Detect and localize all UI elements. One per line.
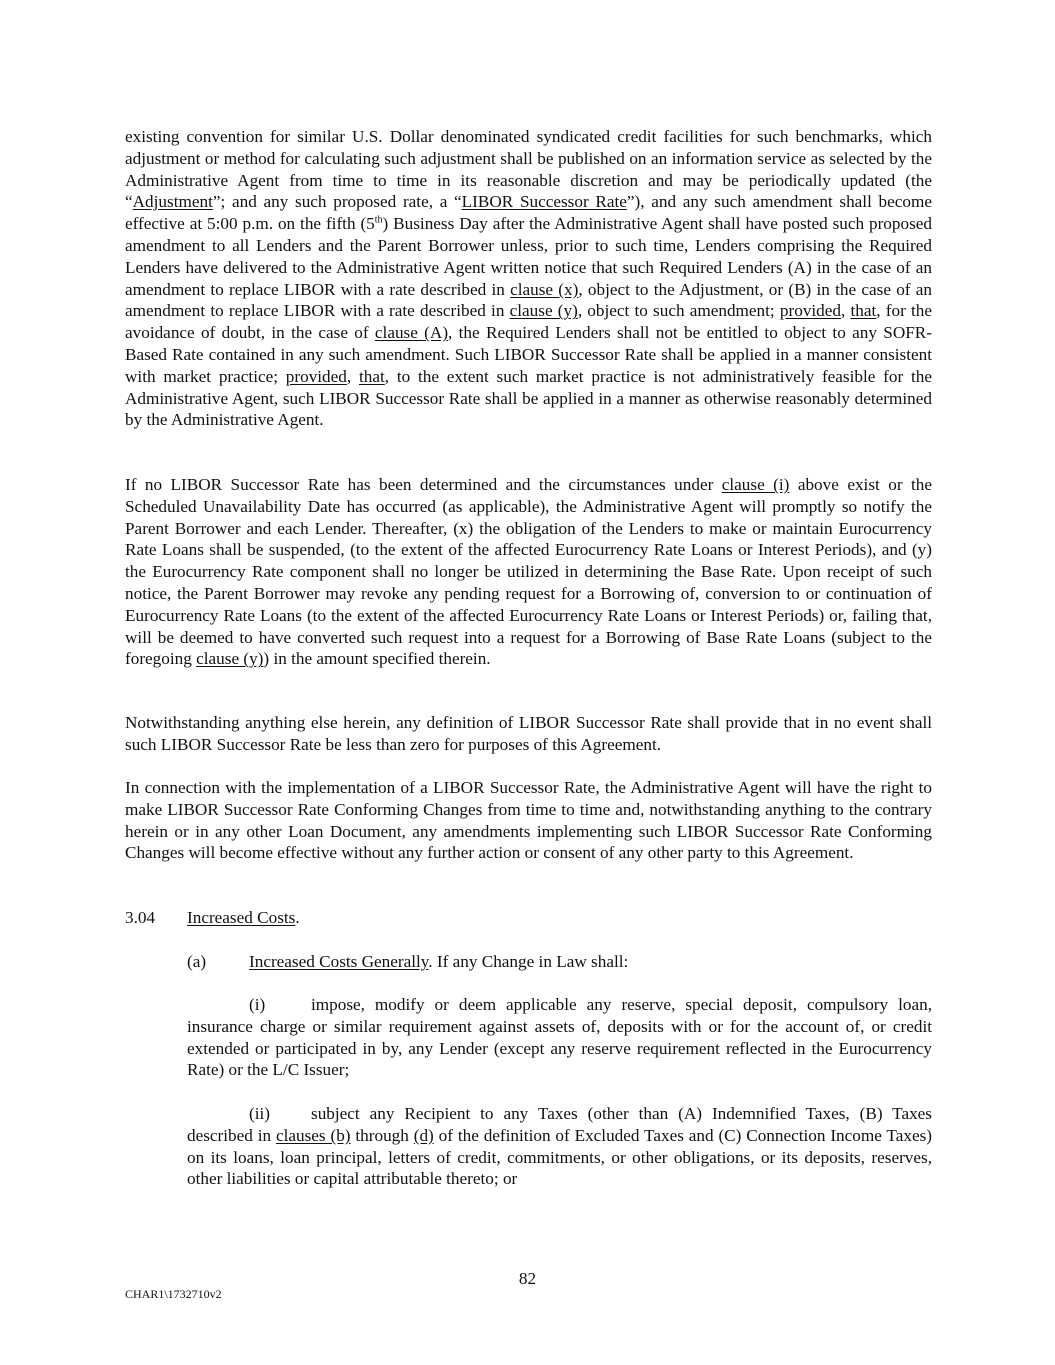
subsection-rest: . If any Change in Law shall: bbox=[428, 952, 629, 971]
text-run: , object to the Adjustment, or (B) in the case of an amendment to replace LIBOR with a rate described in bbox=[125, 279, 932, 321]
underlined-term: clause (y) bbox=[196, 649, 264, 669]
underlined-term: clause (x) bbox=[510, 279, 579, 299]
text-run: If no LIBOR Successor Rate has been determined and the circumstances under bbox=[125, 475, 722, 494]
text-run: impose, modify or deem applicable any reserve, special deposit, compulsory loan, insurance charge or similar requirement against assets of, deposits with or for the account of, or credit extended or participated in by, any Lender (except any reserve requirement reflected in the Eurocurrency Rate) or the L/C Issuer; bbox=[187, 995, 932, 1080]
text-run: ”; and any such proposed rate, a “ bbox=[212, 192, 462, 212]
text-run: ”), and any such amendment shall become effective at 5:00 p.m. on the fifth (5 bbox=[125, 192, 932, 234]
text-run: ) in the amount specified therein. bbox=[263, 649, 491, 669]
text-run: existing convention for similar U.S. Dollar denominated syndicated credit facilities for such benchmarks, which adjustment or method for calculating such adjustment shall be published on an information service as selected by the Administrative Agent from time to time in its reasonable discretion and may be periodically updated (the “ bbox=[125, 127, 932, 212]
text-run: (ii) bbox=[249, 1104, 270, 1123]
underlined-term: clause (y) bbox=[509, 301, 578, 321]
page-number: 82 bbox=[518, 1269, 537, 1288]
paragraph-no-successor-rate bbox=[125, 474, 932, 670]
section-number: 3.04 bbox=[125, 908, 156, 927]
section-title-suffix: . bbox=[295, 908, 300, 927]
section-title-wrap bbox=[187, 907, 300, 929]
text-run: through bbox=[350, 1125, 414, 1145]
clause-i bbox=[187, 994, 932, 1081]
underlined-term: clause (A) bbox=[374, 323, 449, 343]
subsection-number: (a) bbox=[187, 952, 207, 971]
text-run: , object to such amendment; bbox=[577, 301, 780, 321]
text-run: th bbox=[374, 214, 383, 226]
underlined-term: Adjustment bbox=[132, 192, 213, 212]
underlined-term: clauses (b) bbox=[275, 1125, 351, 1145]
underlined-term: provided bbox=[779, 301, 842, 321]
document-id: CHAR1\1732710v2 bbox=[125, 1287, 222, 1301]
text-run: In connection with the implementation of a LIBOR Successor Rate, the Administrative Agent will have the right to make LIBOR Successor Rate Conforming Changes from time to time and, notwithstanding anything to the contrary herein or in any other Loan Document, any amendments implementing such LIBOR Successor Rate Conforming Changes will become effective without any further action or consent of any other party to this Agreement. bbox=[125, 778, 932, 863]
text-run: of the definition of Excluded Taxes and (C) Connection Income Taxes) on its loans, loan principal, letters of credit, commitments, or other obligations, or its deposits, reserves, other liabilities or capital attributable thereto; or bbox=[187, 1125, 932, 1189]
underlined-term: (d) bbox=[413, 1125, 434, 1145]
underlined-term: LIBOR Successor Rate bbox=[461, 192, 627, 212]
text-run: (i) bbox=[249, 995, 266, 1014]
text-run: , to the extent such market practice is not administratively feasible for the Administrative Agent, such LIBOR Successor Rate shall be applied in a manner as otherwise reasonably determined by the Administrative Agent. bbox=[125, 366, 932, 430]
underlined-term: that bbox=[850, 301, 877, 321]
text-run: Notwithstanding anything else herein, any definition of LIBOR Successor Rate shall provide that in no event shall such LIBOR Successor Rate be less than zero for purposes of this Agreement. bbox=[125, 713, 932, 754]
underlined-term: that bbox=[358, 366, 385, 386]
subsection-title: Increased Costs Generally bbox=[249, 952, 429, 971]
underlined-term: clause (i) bbox=[721, 475, 790, 494]
text-run: , bbox=[841, 301, 851, 321]
clause-ii bbox=[187, 1103, 932, 1190]
text-run: above exist or the Scheduled Unavailability Date has occurred (as applicable), the Administrative Agent will promptly so notify the Parent Borrower and each Lender. Thereafter, (x) the obligation of the Lenders to make or maintain Eurocurrency Rate Loans shall be suspended, (to the extent of the affected Eurocurrency Rate Loans or Interest Periods), and (y) the Eurocurrency Rate component shall no longer be utilized in determining the Base Rate. Upon receipt of such notice, the Parent Borrower may revoke any pending request for a Borrowing of, conversion to or continuation of Eurocurrency Rate Loans (to the extent of the affected Eurocurrency Rate Loans or Interest Periods) or, failing that, will be deemed to have converted such request into a request for a Borrowing of Base Rate Loans (subject to the foregoing bbox=[125, 475, 932, 669]
text-run: , bbox=[346, 366, 359, 386]
paragraph-zero-floor bbox=[125, 712, 932, 756]
paragraph-conforming-changes bbox=[125, 777, 932, 864]
section-title: Increased Costs bbox=[187, 908, 296, 927]
text-run: , for the avoidance of doubt, in the case of bbox=[125, 301, 933, 343]
text-run: , the Required Lenders shall not be entitled to object to any SOFR-Based Rate contained in any such amendment. Such LIBOR Successor Rate shall be applied in a manner consistent with market practice; bbox=[125, 323, 932, 386]
underlined-term: provided bbox=[285, 366, 347, 386]
text-run: subject any Recipient to any Taxes (other than (A) Indemnified Taxes, (B) Taxes described in bbox=[187, 1104, 932, 1145]
subsection-title-wrap bbox=[249, 951, 628, 973]
paragraph-libor-amendment bbox=[125, 126, 932, 431]
text-run: ) Business Day after the Administrative Agent shall have posted such proposed amendment to all Lenders and the Parent Borrower unless, prior to such time, Lenders comprising the Required Lenders have delivered to the Administrative Agent written notice that such Required Lenders (A) in the case of an amendment to replace LIBOR with a rate described in bbox=[125, 214, 933, 299]
